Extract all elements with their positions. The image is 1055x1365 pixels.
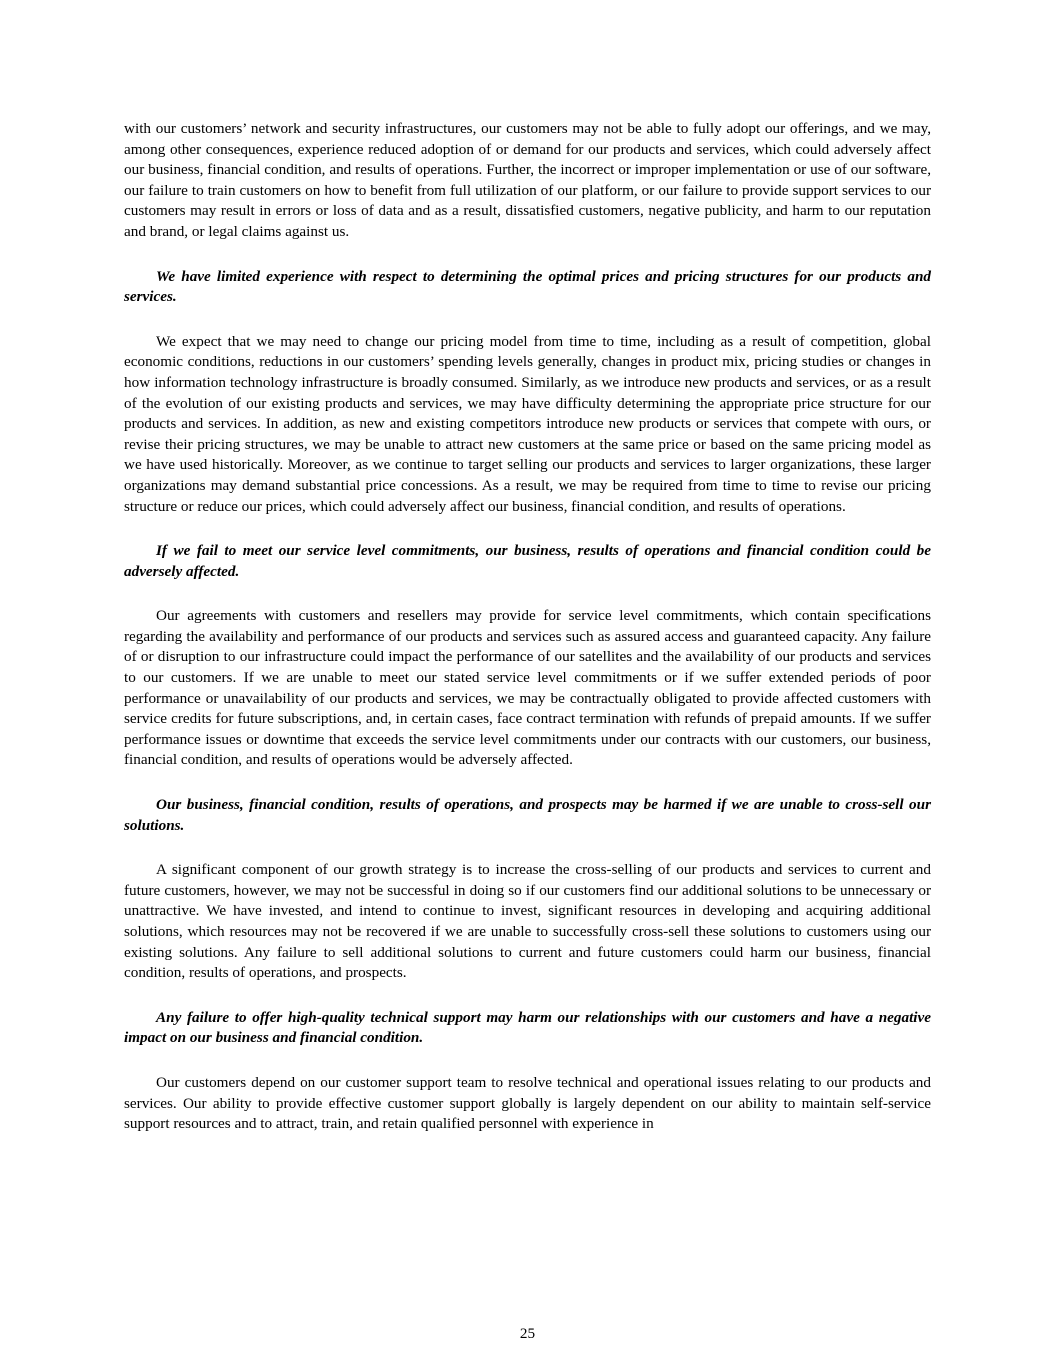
section-heading-pricing: We have limited experience with respect to determining the optimal prices and pricing structures for our products and services. [124,267,931,306]
section-body-service-level: Our agreements with customers and resellers may provide for service level commitments, which contain specifications regarding the availability and performance of our products and services such as assured access and guaranteed capacity. Any failure of or disruption to our infrastructure could impact the performance of our satellites and the availability of our products and services to our customers. If we are unable to meet our stated service level commitments or if we suffer extended periods of poor performance or unavailability of our products and services, we may be contractually obligated to provide affected customers with service credits for future subscriptions, and, in certain cases, face contract termination with refunds of prepaid amounts. If we suffer performance issues or downtime that exceeds the service level commitments under our contracts with our customers, our business, financial condition, and results of operations would be adversely affected. [124,607,931,769]
continued-paragraph: with our customers’ network and security infrastructures, our customers may not be able to fully adopt our offerings, and we may, among other consequences, experience reduced adoption of or demand for our products and services, which could adversely affect our business, financial condition, and results of operations. Further, the incorrect or improper implementation or use of our software, our failure to train customers on how to benefit from full utilization of our platform, or our failure to provide support services to our customers may result in errors or loss of data and as a result, dissatisfied customers, negative publicity, and harm to our reputation and brand, or legal claims against us. [124,120,931,240]
page-number: 25 [519,1325,536,1342]
section-heading-cross-sell: Our business, financial condition, results of operations, and prospects may be harmed if we are unable to cross-sell our solutions. [124,796,931,834]
section-heading-service-level: If we fail to meet our service level commitments, our business, results of operations and financial condition could be adversely affected. [124,542,931,580]
section-body-technical-support: Our customers depend on our customer support team to resolve technical and operational issues relating to our products and services. Our ability to provide effective customer support globally is largely dependent on our ability to maintain self-service support resources and to attract, train, and retain qualified personnel with experience in [124,1073,931,1133]
section-body-cross-sell: A significant component of our growth strategy is to increase the cross-selling of our products and services to current and future customers, however, we may not be successful in doing so if our customers find our additional solutions to be unnecessary or unattractive. We have invested, and intend to continue to invest, significant resources in developing and acquiring additional solutions, which resources may not be recovered if we are unable to successfully cross-sell these solutions to customers using our existing solutions. Any failure to sell additional solutions to current and future customers could harm our business, financial condition, results of operations, and prospects. [124,861,931,982]
section-body-pricing: We expect that we may need to change our pricing model from time to time, including as a result of competition, global economic conditions, reductions in our customers’ spending levels generally, changes in product mix, pricing studies or changes in how information technology infrastructure is broadly consumed. Similarly, as we introduce new products and services, or as a result of the evolution of our existing products and services, we may have difficulty determining the appropriate price structure for our products and services. In addition, as new and existing competitors introduce new products or services that compete with ours, or revise their pricing structures, we may be unable to attract new customers at the same price or based on the same pricing model as we have used historically. Moreover, as we continue to target selling our products and services to larger organizations, these larger organizations may demand substantial price concessions. As a result, we may be required from time to time to revise our pricing structure or reduce our prices, which could adversely affect our business, financial condition, and results of operations. [124,332,931,515]
section-heading-technical-support: Any failure to offer high-quality technical support may harm our relationships with our customers and have a negative impact on our business and financial condition. [124,1008,931,1047]
document-page [124,119,931,1135]
